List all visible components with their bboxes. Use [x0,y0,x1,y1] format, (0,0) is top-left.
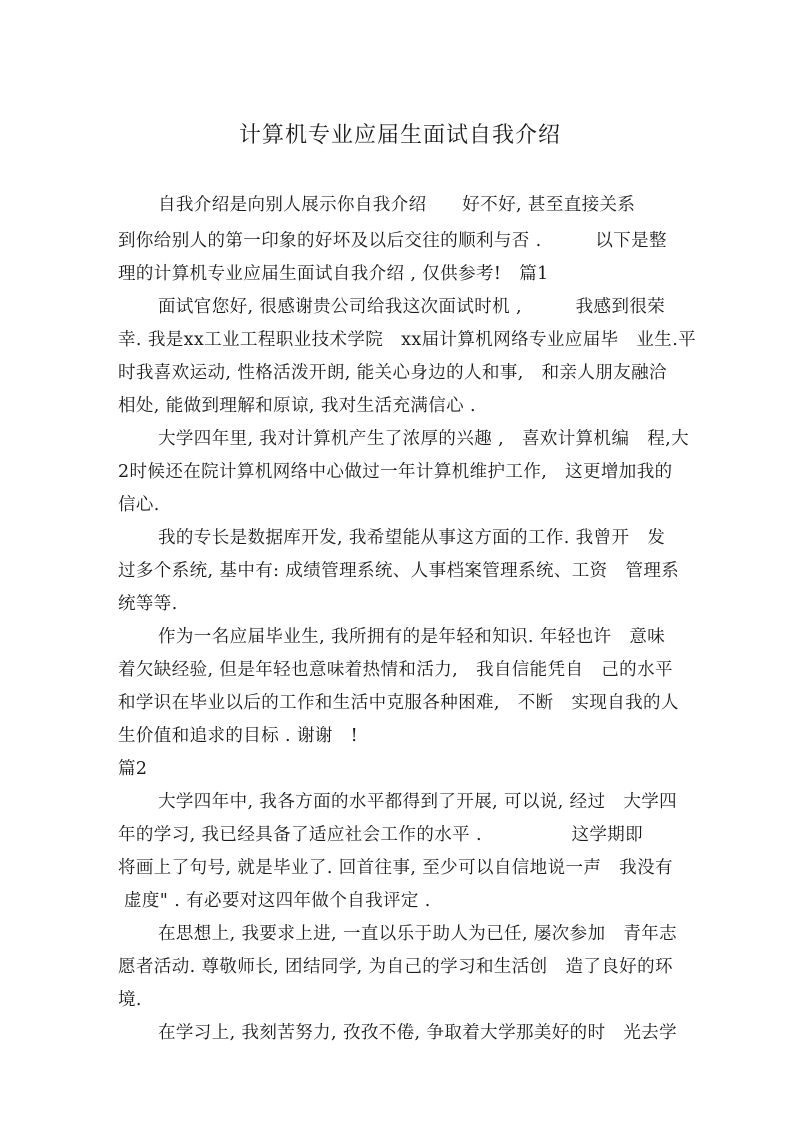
text-line: 2时候还在院计算机网络中心做过一年计算机维护工作, 这更增加我的 [118,462,673,482]
text-line: 着欠缺经验, 但是年轻也意味着热情和活力, 我自信能凭自 己的水平 [118,660,673,680]
text-line: 信心. [118,495,160,515]
text-line: 幸. 我是xx工业工程职业技术学院 xx届计算机网络专业应届毕 业生.平 [118,330,697,350]
text-line: 愿者活动. 尊敬师长, 团结同学, 为自己的学习和生活创 造了良好的环 [118,957,673,977]
text-line: 将画上了句号, 就是毕业了. 回首往事, 至少可以自信地说一声 我没有 [118,858,673,878]
text-line: 面试官您好, 很感谢贵公司给我这次面试时机 , 我感到很荣 [158,297,666,317]
text-line: 境. [118,990,142,1010]
text-line: 在学习上, 我刻苦努力, 孜孜不倦, 争取着大学那美好的时 光去学 [158,1023,678,1043]
text-line: 过多个系统, 基中有: 成绩管理系统、人事档案管理系统、工资 管理系 [118,561,680,581]
text-line: 大学四年中, 我各方面的水平都得到了开展, 可以说, 经过 大学四 [158,792,678,812]
text-line: 相处, 能做到理解和原谅, 我对生活充满信心 . [118,396,476,416]
document-title: 计算机专业应届生面试自我介绍 [238,123,561,148]
text-line: 作为一名应届毕业生, 我所拥有的是年轻和知识. 年轻也许 意味 [158,627,666,647]
text-line: 时我喜欢运动, 性格活泼开朗, 能关心身边的人和事, 和亲人朋友融洽 [118,363,667,383]
text-line: 和学识在毕业以后的工作和生活中克服各种困难, 不断 实现自我的人 [118,693,679,713]
text-line: 统等等. [118,594,178,614]
text-line: 年的学习, 我已经具备了适应社会工作的水平 . 这学期即 [118,825,644,845]
text-line: 大学四年里, 我对计算机产生了浓厚的兴趣 , 喜欢计算机编 程,大 [158,429,690,449]
text-line: 虚度" . 有必要对这四年做个自我评定 . [124,891,431,911]
text-line: 生价值和追求的目标 . 谢谢 ! [118,726,359,746]
text-line: 到你给别人的第一印象的好坏及以后交往的顺利与否 . 以下是整 [118,231,667,251]
text-line: 我的专长是数据库开发, 我希望能从事这方面的工作. 我曾开 发 [158,528,666,548]
text-line: 理的计算机专业应届生面试自我介绍 , 仅供参考! 篇1 [118,264,549,284]
text-line: 自我介绍是向别人展示你自我介绍 好不好, 甚至直接关系 [158,195,636,215]
section-heading: 篇2 [118,759,148,779]
text-line: 在思想上, 我要求上进, 一直以乐于助人为已任, 屡次参加 青年志 [158,924,678,944]
